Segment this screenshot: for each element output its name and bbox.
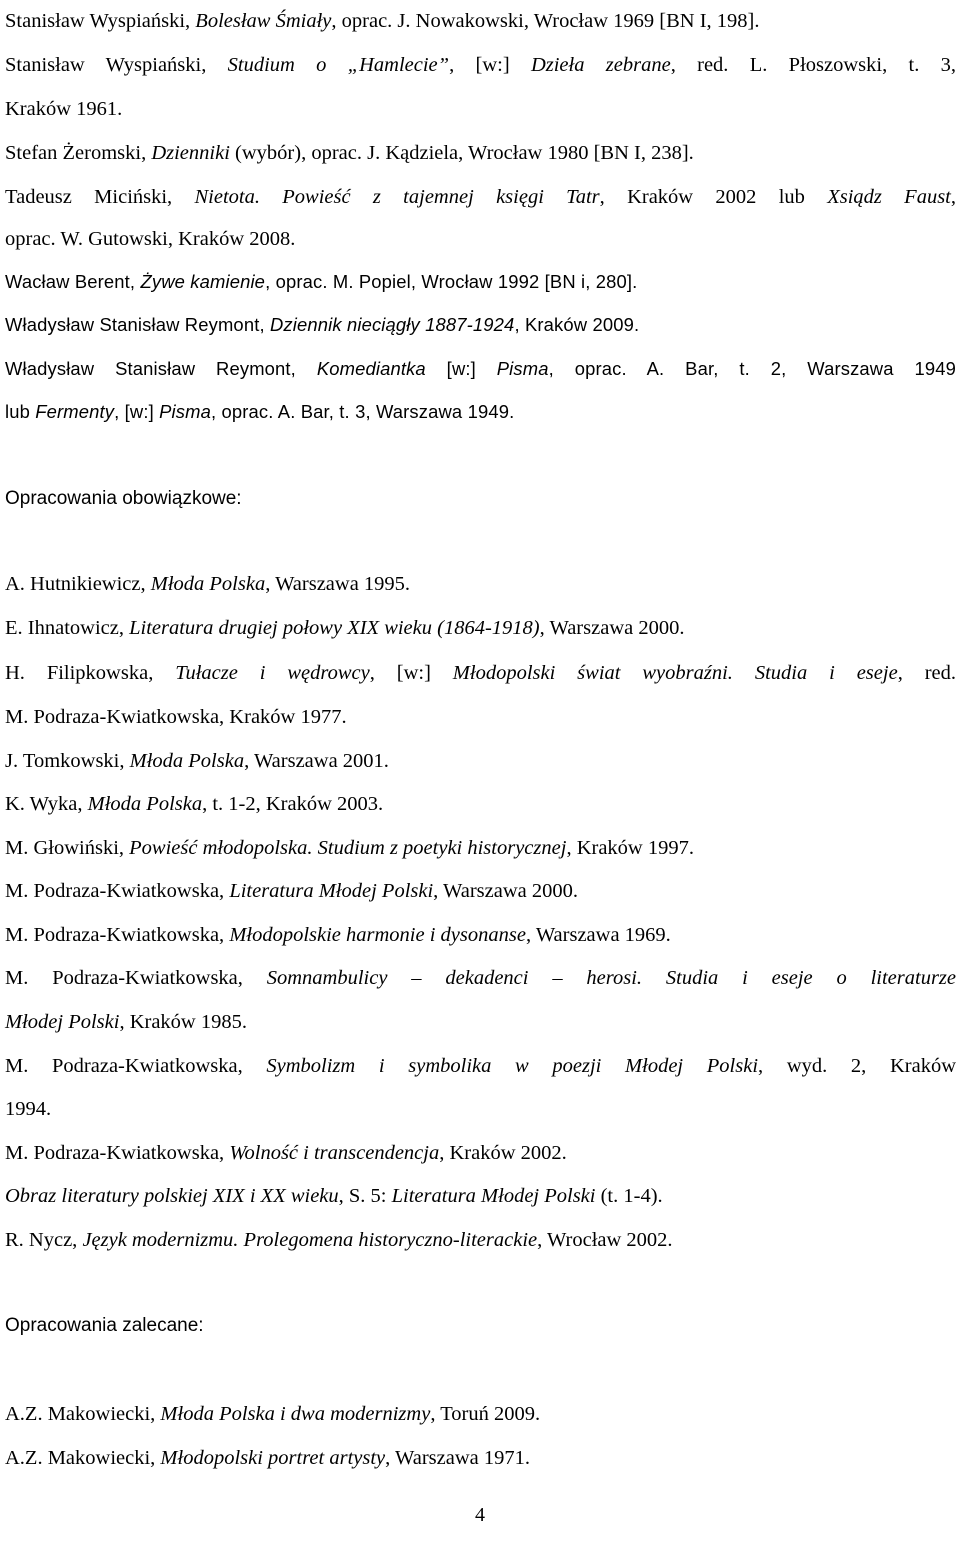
text-run: 1994. — [5, 1098, 52, 1120]
bibliography-entry — [5, 53, 956, 77]
text-run: , Kraków 1997. — [566, 837, 694, 859]
bibliography-entry — [5, 357, 956, 381]
bibliography-entry — [5, 966, 956, 990]
text-run: M. Podraza-Kwiatkowska, — [5, 880, 230, 902]
text-run: R. Nycz, — [5, 1229, 83, 1251]
italic-title-text: Pisma — [159, 401, 211, 422]
text-run: Władysław Stanisław Reymont, — [5, 314, 270, 335]
italic-title-text: Żywe kamienie — [140, 271, 266, 292]
italic-title-text: Nietota. — [194, 186, 260, 208]
italic-title-text: Młoda Polska — [87, 793, 203, 815]
italic-title-text: Komediantka — [316, 358, 426, 379]
italic-title-text: Studia i eseje o literaturze — [665, 967, 957, 989]
italic-title-text: Symbolizm i symbolika w poezji Młodej Polski — [266, 1055, 759, 1077]
text-run: , [w:] — [449, 54, 531, 76]
text-run: , Kraków 2009. — [514, 314, 640, 335]
text-run: , t. 1-2, Kraków 2003. — [202, 793, 384, 815]
text-run: Opracowania obowiązkowe: — [5, 488, 242, 509]
page-number: 4 — [475, 1504, 485, 1526]
italic-title-text: Młodopolski świat wyobraźni. — [452, 662, 733, 684]
text-run: , S. 5: — [338, 1185, 392, 1207]
bibliography-entry — [5, 705, 956, 729]
text-run: A.Z. Makowiecki, — [5, 1447, 161, 1469]
italic-title-text: Dziennik nieciągły 1887-1924 — [269, 314, 515, 335]
text-run: Kraków 1961. — [5, 98, 123, 120]
bibliography-entry — [5, 97, 956, 121]
bibliography-entry — [5, 141, 956, 165]
bibliography-entry — [5, 836, 956, 860]
italic-title-text: Bolesław Śmiały — [195, 10, 332, 32]
text-run: Stanisław Wyspiański, — [5, 54, 228, 76]
bibliography-entry — [5, 9, 956, 33]
text-run: H. Filipkowska, — [5, 662, 176, 684]
section-heading-recommended-studies — [5, 1314, 956, 1338]
bibliography-entry — [5, 1054, 956, 1078]
bibliography-entry — [5, 749, 956, 773]
italic-title-text: Studia i eseje — [754, 662, 898, 684]
text-run: Opracowania zalecane: — [5, 1315, 204, 1336]
text-run: J. Tomkowski, — [5, 750, 130, 772]
text-run: M. Podraza-Kwiatkowska, Kraków 1977. — [5, 706, 347, 728]
italic-title-text: Młodopolskie harmonie i dysonanse — [229, 924, 526, 946]
text-run: lub — [5, 401, 36, 422]
text-run: , [w:] — [114, 401, 160, 422]
text-run: , oprac. A. Bar, t. 3, Warszawa 1949. — [211, 401, 515, 422]
text-run: A. Hutnikiewicz, — [5, 573, 151, 595]
italic-title-text: Powieść młodopolska. — [129, 837, 313, 859]
text-run: , Kraków 1985. — [119, 1011, 247, 1033]
bibliography-entry — [5, 1141, 956, 1165]
text-run: , oprac. J. Nowakowski, Wrocław 1969 [BN I, 198]. — [331, 10, 760, 32]
italic-title-text: Studium z poetyki historycznej — [317, 837, 567, 859]
italic-title-text: Prolegomena historyczno-literackie — [243, 1229, 538, 1251]
text-run: , red. L. Płoszowski, t. 3, — [670, 54, 956, 76]
bibliography-entry — [5, 1184, 956, 1208]
text-run: , red. — [897, 662, 957, 684]
text-run: Tadeusz Miciński, — [5, 186, 195, 208]
italic-title-text: Młoda Polska — [150, 573, 266, 595]
text-run: , Warszawa 2000. — [539, 617, 685, 639]
italic-title-text: Obraz literatury polskiej XIX i XX wieku — [5, 1185, 339, 1207]
text-run: , Wrocław 2002. — [537, 1229, 673, 1251]
italic-title-text: Tułacze i wędrowcy — [175, 662, 370, 684]
text-run: A.Z. Makowiecki, — [5, 1403, 161, 1425]
text-run: M. Podraza-Kwiatkowska, — [5, 1142, 230, 1164]
text-run: (wybór), oprac. J. Kądziela, Wrocław 1980 [BN I, 238]. — [229, 142, 694, 164]
text-run: , Warszawa 2000. — [433, 880, 579, 902]
text-run: M. Podraza-Kwiatkowska, — [5, 1055, 267, 1077]
italic-title-text: Xsiądz Faust — [827, 186, 951, 208]
text-run: , Warszawa 1969. — [525, 924, 671, 946]
italic-title-text: Powieść z tajemnej księgi Tatr — [282, 186, 600, 208]
text-run: , Kraków 2002 lub — [599, 186, 828, 208]
bibliography-entry — [5, 313, 956, 337]
text-run: , Warszawa 1995. — [265, 573, 411, 595]
bibliography-entry — [5, 1402, 956, 1426]
bibliography-entry — [5, 923, 956, 947]
text-run: , oprac. M. Popiel, Wrocław 1992 [BN i, 280]. — [265, 271, 638, 292]
bibliography-entry — [5, 879, 956, 903]
italic-title-text: Młoda Polska i dwa modernizmy — [160, 1403, 431, 1425]
bibliography-entry — [5, 400, 956, 424]
italic-title-text: Młodopolski portret artysty — [160, 1447, 386, 1469]
bibliography-entry — [5, 1010, 956, 1034]
section-heading-required-studies — [5, 487, 956, 511]
text-run: , — [950, 186, 956, 208]
text-run: M. Głowiński, — [5, 837, 130, 859]
italic-title-text: Fermenty — [35, 401, 115, 422]
text-run: , [w:] — [369, 662, 453, 684]
italic-title-text: Literatura drugiej połowy XIX wieku (1864-1918) — [129, 617, 540, 639]
text-run: M. Podraza-Kwiatkowska, — [5, 967, 267, 989]
text-run: , Warszawa 1971. — [385, 1447, 530, 1469]
text-run: K. Wyka, — [5, 793, 88, 815]
italic-title-text: Studium o „Hamlecie” — [227, 54, 450, 76]
text-run: , oprac. A. Bar, t. 2, Warszawa 1949 — [548, 358, 956, 379]
italic-title-text: Wolność i transcendencja — [229, 1142, 440, 1164]
bibliography-entry — [5, 185, 956, 209]
bibliography-entry — [5, 1097, 956, 1121]
text-run: E. Ihnatowicz, — [5, 617, 130, 639]
text-run: oprac. W. Gutowski, Kraków 2008. — [5, 228, 296, 250]
text-run: M. Podraza-Kwiatkowska, — [5, 924, 230, 946]
text-run: , Warszawa 2001. — [244, 750, 389, 772]
italic-title-text: Młodej Polski — [5, 1011, 120, 1033]
bibliography-entry — [5, 227, 956, 251]
text-run — [733, 662, 755, 684]
italic-title-text: Dzienniki — [151, 142, 230, 164]
italic-title-text: Język modernizmu. — [82, 1229, 239, 1251]
text-run: (t. 1-4). — [595, 1185, 663, 1207]
text-run: Stanisław Wyspiański, — [5, 10, 196, 32]
text-run — [260, 186, 282, 208]
text-run: , Toruń 2009. — [430, 1403, 541, 1425]
bibliography-entry — [5, 270, 956, 294]
text-run: Wacław Berent, — [5, 271, 141, 292]
italic-title-text: Somnambulicy – dekadenci – herosi. — [266, 967, 643, 989]
italic-title-text: Literatura Młodej Polski — [229, 880, 434, 902]
bibliography-entry — [5, 1228, 956, 1252]
text-run: Stefan Żeromski, — [5, 142, 152, 164]
bibliography-entry — [5, 792, 956, 816]
text-run: , wyd. 2, Kraków — [758, 1055, 957, 1077]
bibliography-entry — [5, 661, 956, 685]
text-run: [w:] — [425, 358, 497, 379]
italic-title-text: Pisma — [496, 358, 549, 379]
text-run: , Kraków 2002. — [439, 1142, 567, 1164]
italic-title-text: Literatura Młodej Polski — [391, 1185, 596, 1207]
italic-title-text: Dzieła zebrane — [530, 54, 671, 76]
bibliography-entry — [5, 572, 956, 596]
text-run: Władysław Stanisław Reymont, — [5, 358, 317, 379]
italic-title-text: Młoda Polska — [129, 750, 245, 772]
bibliography-entry — [5, 616, 956, 640]
bibliography-entry — [5, 1446, 956, 1470]
text-run — [642, 967, 666, 989]
